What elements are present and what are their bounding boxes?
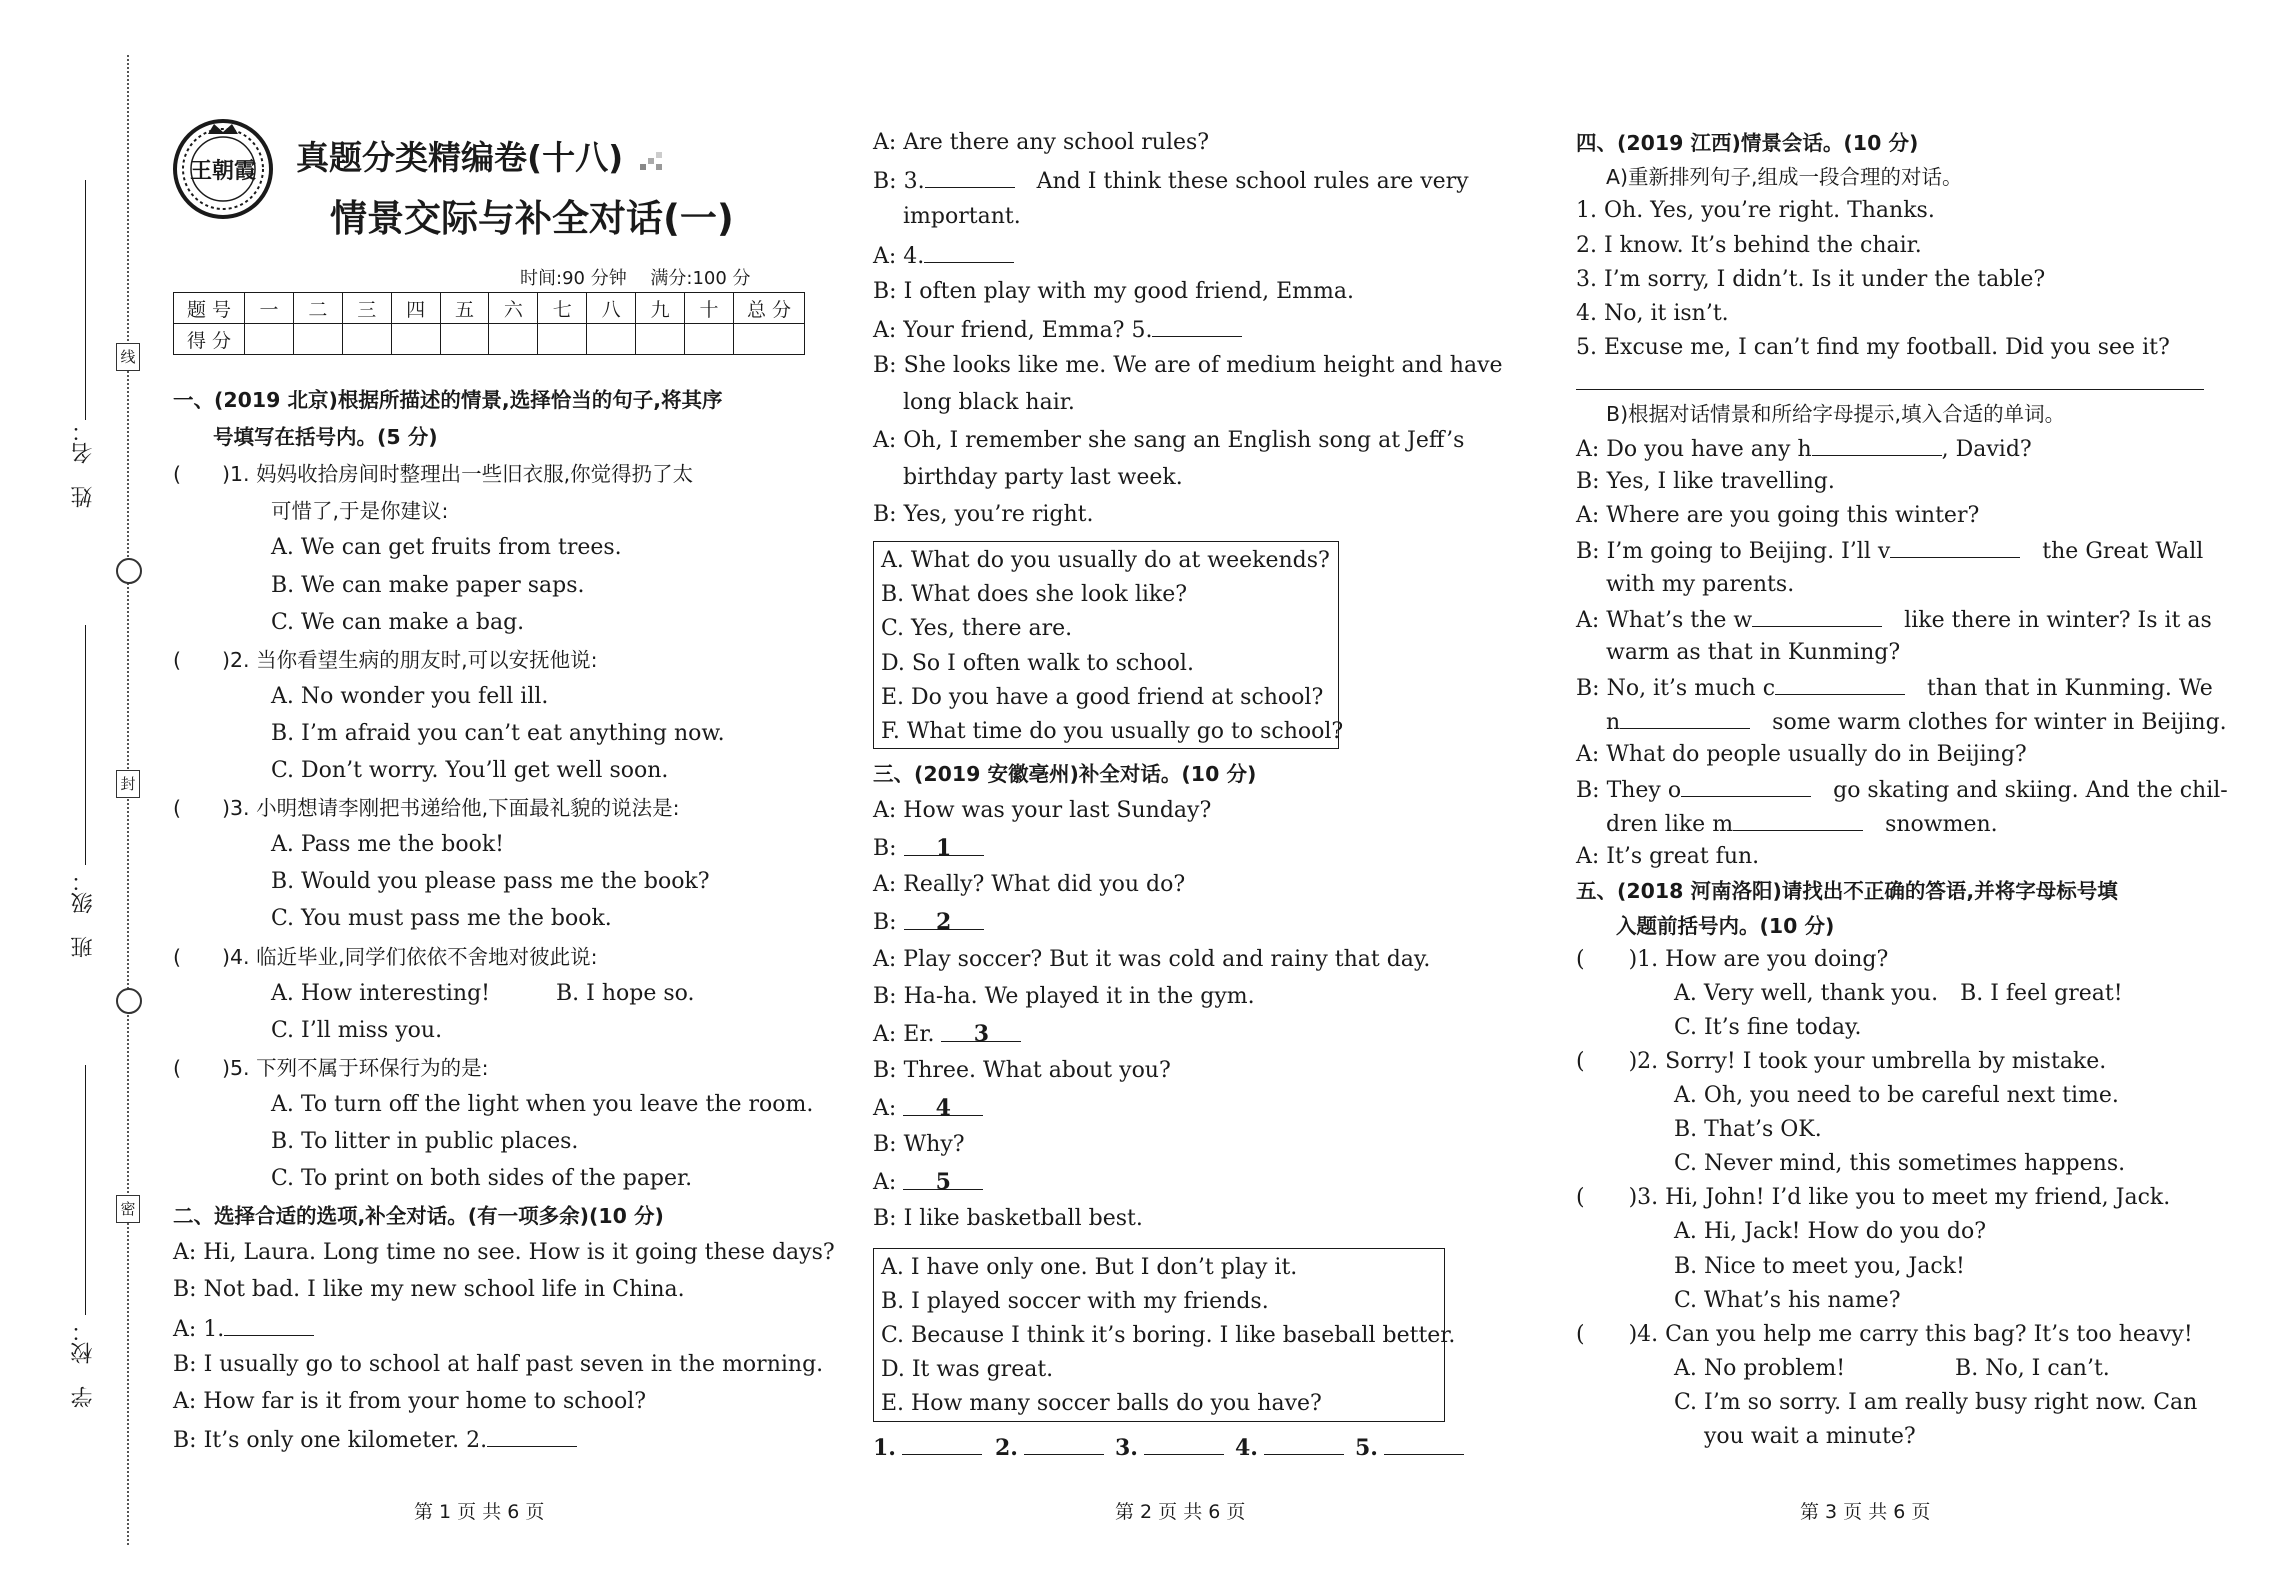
line-text: birthday party last week. — [903, 464, 1183, 490]
line-text: ( )1. How are you doing? — [1576, 946, 1889, 972]
line-text: B. Would you please pass me the book? — [271, 869, 710, 895]
line-text: A: It’s great fun. — [1576, 844, 1760, 870]
line-text: C. Don’t worry. You’ll get well soon. — [271, 758, 669, 783]
answer-number: 5. — [1355, 1435, 1378, 1461]
line-text: 三、(2019 安徽亳州)补全对话。(10 分) — [873, 762, 1257, 786]
line-text-after: go skating and skiing. And the chil- — [1811, 778, 2228, 804]
col3_b-line — [1674, 1352, 2110, 1386]
line-text: A. Very well, thank you. B. I feel great! — [1674, 980, 2123, 1006]
score-header-cell: 一 — [245, 293, 294, 324]
line-text: 五、(2018 河南洛阳)请找出不正确的答语,并将字母标号填 — [1576, 879, 2118, 904]
col2_mid-line — [873, 980, 1255, 1014]
score-cell[interactable] — [734, 324, 805, 355]
col3_b-line — [1674, 1147, 2125, 1181]
score-header-cell: 九 — [636, 293, 685, 324]
col2_mid-line — [873, 794, 1211, 828]
answer-blank[interactable] — [1681, 772, 1811, 797]
line-text-after: snowmen. — [1863, 812, 1998, 838]
score-header-cell: 五 — [440, 293, 489, 324]
answer-blank[interactable] — [1775, 670, 1905, 695]
col2_mid-line — [873, 1165, 983, 1200]
name-label: 姓 名： — [71, 420, 96, 508]
option-item: A. I have only one. But I don’t play it. — [881, 1255, 1298, 1280]
option-item: F. What time do you usually go to school? — [881, 719, 1344, 744]
col3_b-line — [1606, 806, 1998, 842]
col1-line — [173, 791, 680, 825]
line-text: with my parents. — [1606, 571, 1795, 597]
col3_b-line — [1576, 499, 1979, 533]
option-item: E. How many soccer balls do you have? — [881, 1391, 1322, 1416]
col1-line — [173, 1311, 314, 1347]
line-text: 四、(2019 江西)情景会话。(10 分) — [1576, 131, 1919, 155]
answer-blank[interactable] — [1812, 431, 1942, 456]
line-text: B: She looks like me. We are of medium height and have — [873, 353, 1503, 379]
line-text: 2. I know. It’s behind the chair. — [1576, 232, 1922, 258]
line-text: B: Three. What about you? — [873, 1057, 1171, 1083]
col2_top-line — [873, 312, 1242, 348]
col2_top-line — [903, 386, 1075, 420]
col3_b-line — [1674, 1011, 1861, 1045]
col1-line — [271, 1125, 578, 1159]
col1-line — [271, 977, 694, 1011]
col1-line — [271, 531, 622, 565]
col1-line — [271, 754, 668, 788]
line-text: A)重新排列句子,组成一段合理的对话。 — [1606, 165, 1963, 190]
page-footer-1: 第 1 页 共 6 页 — [414, 1501, 545, 1523]
line-text: A. How interesting! B. I hope so. — [271, 980, 695, 1006]
col1-line — [173, 1199, 664, 1233]
answer-blank[interactable] — [1890, 533, 2020, 558]
page-footer-3: 第 3 页 共 6 页 — [1800, 1501, 1931, 1523]
col1-line — [173, 1422, 577, 1458]
col3_b-line — [1606, 568, 1794, 602]
col1-line — [173, 1236, 835, 1270]
line-text-after: like there in winter? Is it as — [1882, 607, 2212, 633]
col3_b-line — [1576, 840, 1759, 874]
option-item: C. Yes, there are. — [881, 616, 1073, 642]
logo — [172, 118, 274, 220]
line-text: B: Ha-ha. We played it in the gym. — [873, 983, 1255, 1009]
answer-blank[interactable] — [1264, 1430, 1344, 1455]
col1-line — [271, 680, 548, 714]
score-cell[interactable] — [440, 324, 489, 355]
line-text: A: Your friend, Emma? 5. — [873, 318, 1153, 343]
line-text: C. We can make a bag. — [271, 609, 525, 635]
line-text: B: Yes, you’re right. — [873, 502, 1094, 527]
col3-line — [1576, 263, 2045, 297]
col3-line — [1576, 331, 2170, 365]
class-underline — [85, 625, 88, 865]
answer-blank[interactable] — [902, 1430, 982, 1455]
col3-line — [1576, 126, 1918, 160]
col1-line — [173, 457, 693, 491]
col2_mid-line — [873, 868, 1185, 902]
col2_top-line — [873, 238, 1014, 274]
score-header-cell: 总 分 — [734, 293, 805, 324]
col1-line — [271, 569, 585, 603]
col3_b-line — [1576, 1181, 2170, 1215]
line-text: B: 3. — [873, 169, 925, 195]
line-text: B. We can make paper saps. — [271, 572, 585, 598]
col2_mid-line — [873, 1017, 1021, 1052]
line-text: ( )3. Hi, John! I’d like you to meet my friend, Jack. — [1576, 1185, 2171, 1211]
col3_b-line — [1576, 431, 2032, 467]
col3_b-line — [1674, 1250, 1965, 1284]
col3_b-line — [1576, 670, 2213, 706]
line-text: C. To print on both sides of the paper. — [271, 1166, 693, 1192]
line-text: A: Oh, I remember she sang an English song at Jeff’s — [873, 427, 1465, 453]
score-header-cell: 三 — [342, 293, 391, 324]
line-text: ( )2. 当你看望生病的朋友时,可以安抚他说: — [173, 647, 598, 672]
score-row-label: 得 分 — [174, 324, 245, 355]
col1-line — [271, 1014, 442, 1048]
line-text: A. No wonder you fell ill. — [271, 683, 549, 709]
line-text: A: Play soccer? But it was cold and rainy that day. — [873, 946, 1431, 972]
line-text: A. Oh, you need to be careful next time. — [1674, 1083, 2119, 1108]
line-text: dren like m — [1606, 812, 1734, 838]
line-text: C. It’s fine today. — [1674, 1014, 1862, 1040]
seal-dense-box: 密 — [116, 1195, 140, 1223]
line-text: long black hair. — [903, 390, 1075, 416]
score-header-cell: 四 — [391, 293, 440, 324]
line-text-after: some warm clothes for winter in Beijing. — [1750, 709, 2227, 735]
answer-blank[interactable]: 2 — [904, 905, 984, 930]
seal-seal-box: 封 — [116, 770, 140, 798]
answer-number: 3. — [1115, 1435, 1138, 1461]
answer-blank[interactable] — [1152, 312, 1242, 337]
line-text: A: Er. — [873, 1021, 935, 1047]
col1-line — [271, 865, 710, 899]
line-text: warm as that in Kunming? — [1606, 639, 1901, 665]
line-text: ( )1. 妈妈收拾房间时整理出一些旧衣服,你觉得扔了太 — [173, 462, 694, 487]
col2_mid-line — [873, 757, 1256, 791]
answer-slot — [1355, 1430, 1464, 1466]
line-text: B: Why? — [873, 1132, 965, 1157]
time-info: 时间:90 分钟 满分:100 分 — [520, 268, 751, 289]
score-input-row — [174, 324, 805, 355]
line-text: ( )3. 小明想请李刚把书递给他,下面最礼貌的说法是: — [173, 796, 680, 821]
col1-line — [173, 643, 598, 677]
line-text: C. You must pass me the book. — [271, 906, 612, 932]
score-cell[interactable] — [538, 324, 587, 355]
line-text: 入题前括号内。(10 分) — [1616, 913, 1835, 938]
answer-blank[interactable]: 5 — [903, 1165, 983, 1190]
answer-number: 4. — [1235, 1435, 1258, 1461]
answer-blank[interactable]: 1 — [904, 831, 984, 856]
score-header-cell: 十 — [685, 293, 734, 324]
line-text: 号填写在括号内。(5 分) — [213, 425, 438, 450]
col2_mid-line — [873, 831, 984, 866]
line-text: 3. I’m sorry, I didn’t. Is it under the table? — [1576, 266, 2046, 292]
answer-blank[interactable]: 4 — [903, 1091, 983, 1116]
line-text: C. I’ll miss you. — [271, 1017, 443, 1043]
col3-line — [1576, 229, 1922, 263]
line-text: A. Hi, Jack! How do you do? — [1674, 1219, 1987, 1245]
line-text: 可惜了,于是你建议: — [271, 499, 449, 524]
score-header-cell: 六 — [489, 293, 538, 324]
answer-blank[interactable] — [224, 1311, 314, 1336]
line-text: A: — [873, 1170, 897, 1196]
col3_b-line — [1674, 1284, 1901, 1318]
line-text: A: Do you have any h — [1576, 437, 1812, 463]
score-table — [173, 292, 805, 355]
line-text: B: Yes, I like travelling. — [1576, 469, 1835, 495]
option-item: E. Do you have a good friend at school? — [881, 684, 1324, 710]
name-underline — [85, 180, 88, 420]
col3_b-line — [1576, 738, 2027, 772]
answer-blank[interactable] — [1620, 704, 1750, 729]
line-text: B. I’m afraid you can’t eat anything now. — [271, 720, 725, 746]
line-text: B: Not bad. I like my new school life in China. — [173, 1277, 685, 1303]
col3_b-line — [1704, 1420, 1916, 1454]
answer-blank[interactable]: 3 — [941, 1017, 1021, 1042]
col3-line — [1576, 297, 1729, 331]
line-text: A: Hi, Laura. Long time no see. How is it going these days? — [173, 1240, 835, 1266]
separator-line — [1576, 389, 2204, 390]
line-text: 1. Oh. Yes, you’re right. Thanks. — [1576, 198, 1935, 224]
line-text: A. Pass me the book! — [271, 832, 505, 858]
series-title: 真题分类精编卷(十八) — [296, 138, 624, 177]
line-text-after: And I think these school rules are very — [1014, 169, 1469, 195]
line-text: C. What’s his name? — [1674, 1287, 1901, 1313]
col2_top-line — [903, 461, 1183, 495]
line-text: A: 4. — [873, 243, 925, 269]
option-item: B. What does she look like? — [881, 582, 1188, 608]
col1-line — [173, 1051, 488, 1085]
score-header-cell: 二 — [293, 293, 342, 324]
col3_b-line — [1576, 1318, 2193, 1352]
col2_mid-line — [873, 943, 1430, 977]
line-text: B: — [873, 910, 897, 936]
line-text: 5. Excuse me, I can’t find my football. Did you see it? — [1576, 335, 2170, 361]
page-footer-2: 第 2 页 共 6 页 — [1115, 1501, 1246, 1523]
score-cell[interactable] — [245, 324, 294, 355]
score-header-row — [174, 293, 805, 324]
col1-line — [271, 494, 448, 528]
line-text: B. To litter in public places. — [271, 1129, 579, 1154]
col3_b-line — [1606, 636, 1900, 670]
line-text: B: I usually go to school at half past seven in the morning. — [173, 1351, 824, 1377]
col3_b-line — [1674, 1113, 1822, 1147]
answer-slot — [1115, 1430, 1224, 1466]
line-text: A. No problem! B. No, I can’t. — [1674, 1355, 2110, 1381]
option-item: D. It was great. — [881, 1357, 1054, 1382]
col1-line — [173, 383, 723, 417]
school-label: 学 校： — [71, 1320, 96, 1408]
answer-blank[interactable] — [1144, 1430, 1224, 1455]
col2_mid-line — [873, 1128, 965, 1162]
line-text: ( )2. Sorry! I took your umbrella by mistake. — [1576, 1048, 2107, 1074]
logo-text: 王朝霞 — [189, 159, 256, 184]
col3_b-line — [1576, 465, 1835, 499]
binding-dotted-line — [127, 55, 129, 1545]
line-text-after: the Great Wall — [2020, 539, 2204, 565]
line-text: 二、选择合适的选项,补全对话。(有一项多余)(10 分) — [173, 1204, 664, 1229]
col3_b-line — [1674, 1215, 1986, 1249]
class-label: 班 级： — [71, 870, 96, 958]
line-text: A. We can get fruits from trees. — [271, 535, 622, 561]
col2_top-line — [873, 163, 1469, 199]
col2_top-line — [873, 424, 1464, 458]
col2_top-line — [873, 349, 1503, 383]
seal-line-box: 线 — [116, 343, 140, 371]
col3-line — [1576, 194, 1935, 228]
col2_top-line — [873, 498, 1093, 532]
score-header-cell: 八 — [587, 293, 636, 324]
binding-hole-icon — [116, 988, 142, 1014]
line-text: A: Where are you going this winter? — [1576, 503, 1980, 529]
answer-blank[interactable] — [924, 238, 1014, 263]
col1-line — [271, 902, 612, 936]
col1-line — [173, 1385, 646, 1419]
col1-line — [271, 717, 725, 751]
line-text: C. Never mind, this sometimes happens. — [1674, 1151, 2126, 1177]
score-cell[interactable] — [587, 324, 636, 355]
col3_b-line — [1576, 943, 1888, 977]
line-text: B: It’s only one kilometer. 2. — [173, 1427, 488, 1453]
line-text: important. — [903, 204, 1021, 230]
col2_mid-line — [873, 1054, 1171, 1088]
line-text: B: No, it’s much c — [1576, 675, 1776, 701]
score-cell[interactable] — [685, 324, 734, 355]
line-text-after: , David? — [1941, 437, 2032, 463]
score-cell[interactable] — [489, 324, 538, 355]
answer-slot — [1235, 1430, 1344, 1466]
answer-blank[interactable] — [1384, 1430, 1464, 1455]
col1-line — [271, 606, 524, 640]
col3_b-line — [1576, 874, 2118, 908]
line-text: B. Nice to meet you, Jack! — [1674, 1253, 1965, 1279]
line-text: ( )4. Can you help me carry this bag? It’s too heavy! — [1576, 1321, 2193, 1347]
answer-slot — [873, 1430, 982, 1466]
answer-blank[interactable] — [1733, 806, 1863, 831]
line-text: you wait a minute? — [1704, 1424, 1916, 1449]
col3_b-line — [1576, 533, 2203, 569]
col3-line — [1606, 160, 1963, 194]
line-text: B: — [873, 836, 897, 862]
score-cell[interactable] — [636, 324, 685, 355]
school-underline — [85, 1065, 88, 1315]
col1-line — [271, 1162, 692, 1196]
line-text: A: What’s the w — [1576, 607, 1753, 633]
answer-number: 2. — [995, 1435, 1018, 1461]
answer-blank[interactable] — [1024, 1430, 1104, 1455]
score-cell[interactable] — [391, 324, 440, 355]
answer-number: 1. — [873, 1435, 896, 1461]
line-text: A: How was your last Sunday? — [873, 798, 1212, 824]
binding-hole-icon — [116, 558, 142, 584]
line-text: B)根据对话情景和所给字母提示,填入合适的单词。 — [1606, 402, 2066, 426]
answer-blank[interactable] — [925, 163, 1015, 188]
option-item: C. Because I think it’s boring. I like baseball better. — [881, 1323, 1456, 1348]
line-text: A: What do people usually do in Beijing? — [1576, 742, 2027, 767]
col3_b-line — [1616, 909, 1834, 943]
score-header-cell: 七 — [538, 293, 587, 324]
col1-line — [173, 940, 598, 974]
col3_b-line — [1674, 1079, 2119, 1113]
line-text-after: than that in Kunming. We — [1905, 675, 2213, 701]
line-text: C. I’m so sorry. I am really busy right now. Can — [1674, 1389, 2198, 1415]
line-text: B: I often play with my good friend, Emma. — [873, 278, 1354, 304]
line-text: A: How far is it from your home to school? — [173, 1388, 647, 1414]
line-text: A: 1. — [173, 1316, 225, 1342]
line-text: B: I like basketball best. — [873, 1206, 1143, 1232]
col3_b-line — [1674, 977, 2123, 1011]
col3_b-line — [1576, 602, 2212, 638]
col1-line — [213, 420, 438, 454]
col1-line — [271, 1088, 813, 1122]
line-text: A. To turn off the light when you leave the room. — [271, 1091, 814, 1117]
line-text: ( )5. 下列不属于环保行为的是: — [173, 1055, 489, 1080]
line-text: n — [1606, 709, 1621, 735]
line-text: B: They o — [1576, 778, 1682, 804]
answer-slot — [995, 1430, 1104, 1466]
col2_top-line — [873, 126, 1209, 160]
main-title: 情景交际与补全对话(一) — [330, 197, 734, 240]
answer-blank[interactable] — [1752, 602, 1882, 627]
line-text: B. That’s OK. — [1674, 1117, 1822, 1143]
col3_b-line — [1576, 1045, 2106, 1079]
option-item: B. I played soccer with my friends. — [881, 1289, 1269, 1314]
line-text: 4. No, it isn’t. — [1576, 301, 1729, 326]
score-header-cell: 题 号 — [174, 293, 245, 324]
col3_b-line — [1576, 772, 2228, 808]
col2_top-line — [903, 200, 1021, 234]
col1-line — [173, 1348, 823, 1382]
answer-blank[interactable] — [487, 1422, 577, 1447]
score-cell[interactable] — [342, 324, 391, 355]
score-cell[interactable] — [293, 324, 342, 355]
title-decoration-icon — [640, 150, 668, 178]
col3_b-line — [1674, 1386, 2197, 1420]
col2_mid-line — [873, 1091, 983, 1126]
option-item: A. What do you usually do at weekends? — [881, 548, 1330, 573]
line-text: B: I’m going to Beijing. I’ll v — [1576, 539, 1891, 565]
line-text: A: Are there any school rules? — [873, 130, 1210, 155]
col1-line — [173, 1273, 685, 1307]
col2_top-line — [873, 275, 1354, 309]
line-text: 一、(2019 北京)根据所描述的情景,选择恰当的句子,将其序 — [173, 388, 723, 412]
line-text: ( )4. 临近毕业,同学们依依不舍地对彼此说: — [173, 944, 598, 969]
col2_mid-line — [873, 1202, 1143, 1236]
col3_b-line — [1606, 397, 2065, 431]
col2_mid-line — [873, 905, 984, 940]
col1-line — [271, 828, 504, 862]
option-item: D. So I often walk to school. — [881, 650, 1194, 676]
col3_b-line — [1606, 704, 2227, 740]
line-text: A: — [873, 1095, 897, 1121]
line-text: A: Really? What did you do? — [873, 872, 1186, 898]
